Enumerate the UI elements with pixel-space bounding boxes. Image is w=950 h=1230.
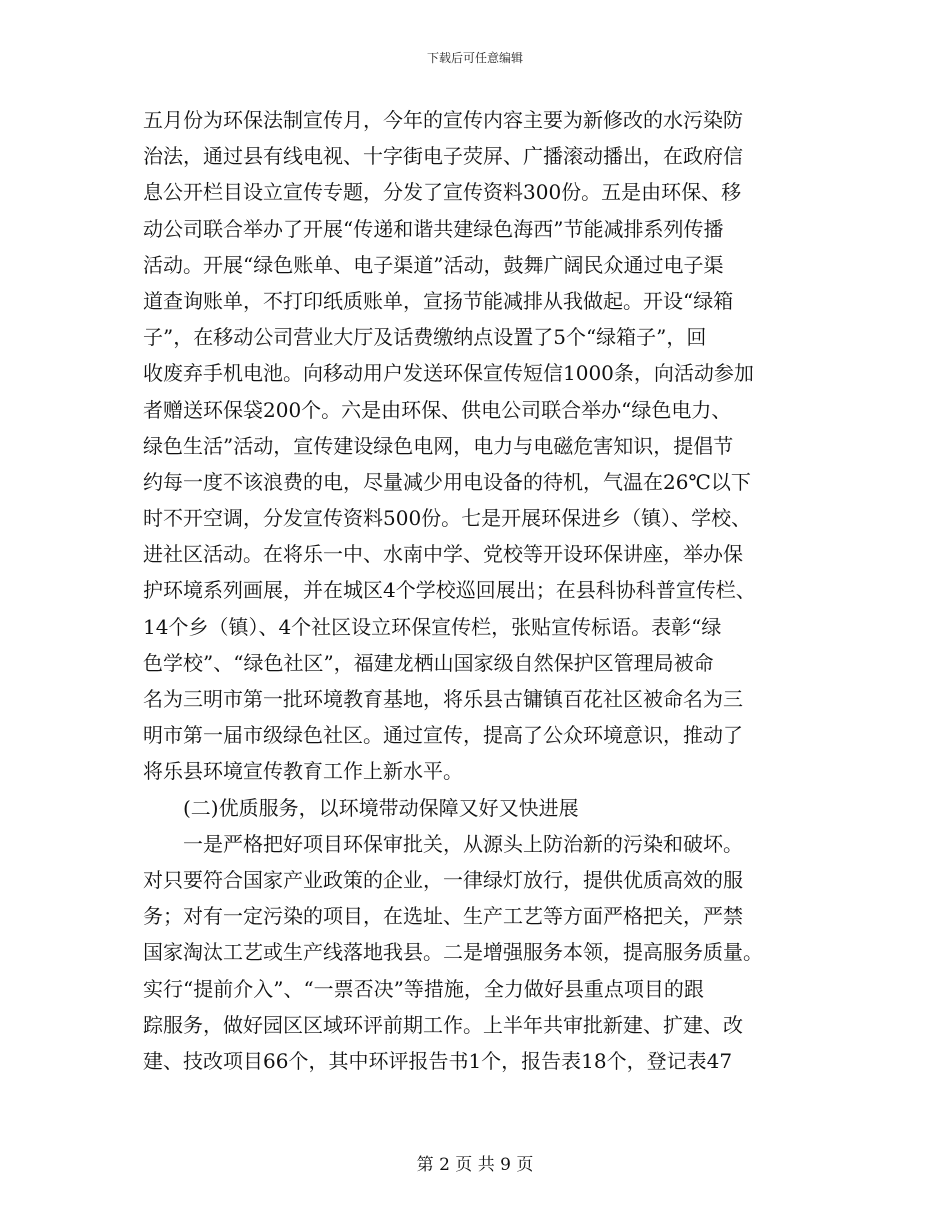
body-line: 动公司联合举办了开展“传递和谐共建绿色海西”节能减排系列传播 <box>143 216 724 241</box>
body-line: 护环境系列画展，并在城区4个学校巡回展出；在县科协科普宣传栏、 <box>143 578 756 603</box>
body-line: 将乐县环境宣传教育工作上新水平。 <box>143 759 463 784</box>
body-line: 实行“提前介入”、“一票否决”等措施，全力做好县重点项目的跟 <box>143 976 704 1001</box>
body-line: 子”，在移动公司营业大厅及话费缴纳点设置了5个“绿箱子”，回 <box>143 325 707 350</box>
document-body <box>143 102 807 1079</box>
body-line: 建、技改项目66个，其中环评报告书1个，报告表18个，登记表47 <box>143 1048 733 1073</box>
body-line: 进社区活动。在将乐一中、水南中学、党校等开设环保讲座，举办保 <box>143 542 743 567</box>
body-line: 14个乡（镇）、4个社区设立环保宣传栏，张贴宣传标语。表彰“绿 <box>143 614 722 639</box>
body-line: 五月份为环保法制宣传月，今年的宣传内容主要为新修改的水污染防 <box>143 108 743 132</box>
body-line: 踪服务，做好园区区域环评前期工作。上半年共审批新建、扩建、改 <box>143 1012 743 1037</box>
body-line: 名为三明市第一批环境教育基地，将乐县古镛镇百花社区被命名为三 <box>143 687 743 711</box>
body-line: 国家淘汰工艺或生产线落地我县。二是增强服务本领，提高服务质量。 <box>143 940 763 965</box>
body-line: 道查询账单，不打印纸质账单，宣扬节能减排从我做起。开设“绿箱 <box>143 288 734 313</box>
body-line: 时不开空调，分发宣传资料500份。七是开展环保进乡（镇）、学校、 <box>143 506 752 531</box>
body-line: 收废弃手机电池。向移动用户发送环保宣传短信1000条，向活动参加 <box>143 361 754 386</box>
body-line: 约每一度不该浪费的电，尽量减少用电设备的待机，气温在26℃以下 <box>143 469 751 494</box>
body-line: 对只要符合国家产业政策的企业，一律绿灯放行，提供优质高效的服 <box>143 867 743 892</box>
page-number: 第 2 页 共 9 页 <box>416 1155 534 1175</box>
body-line: 明市第一届市级绿色社区。通过宣传，提高了公众环境意识，推动了 <box>143 723 743 748</box>
page-header-note: 下载后可任意编辑 <box>426 51 523 65</box>
body-line: 息公开栏目设立宣传专题，分发了宣传资料300份。五是由环保、移 <box>143 180 742 205</box>
section-heading: (二)优质服务，以环境带动保障又好又快进展 <box>183 795 579 820</box>
body-line: 一是严格把好项目环保审批关，从源头上防治新的污染和破坏。 <box>183 831 743 856</box>
body-line: 活动。开展“绿色账单、电子渠道”活动，鼓舞广阔民众通过电子渠 <box>143 252 724 277</box>
body-line: 务；对有一定污染的项目，在选址、生产工艺等方面严格把关，严禁 <box>143 904 743 929</box>
body-line: 色学校”、“绿色社区”，福建龙栖山国家级自然保护区管理局被命 <box>143 650 714 675</box>
body-line: 绿色生活”活动，宣传建设绿色电网，电力与电磁危害知识，提倡节 <box>143 433 734 458</box>
body-line: 治法，通过县有线电视、十字街电子荧屏、广播滚动播出，在政府信 <box>143 144 743 169</box>
body-line: 者赠送环保袋200个。六是由环保、供电公司联合举办“绿色电力、 <box>143 397 732 422</box>
